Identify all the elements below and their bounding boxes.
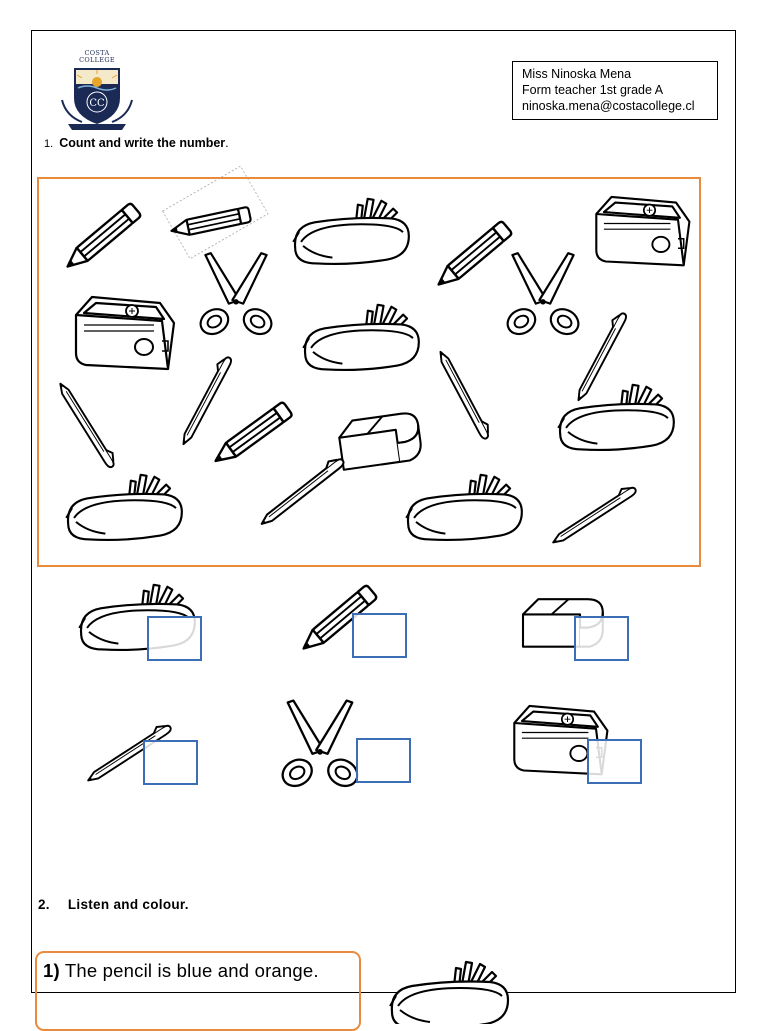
- teacher-email: ninoska.mena@costacollege.cl: [522, 99, 695, 113]
- colour-pencil-case: [390, 962, 508, 1024]
- pencil-case-4: [66, 475, 182, 540]
- pen-6: [549, 483, 637, 546]
- pencil-case-2: [303, 305, 419, 370]
- eraser-1: [337, 412, 423, 470]
- answer-box-pen[interactable]: [143, 740, 198, 785]
- answer-box-eraser[interactable]: [574, 616, 629, 661]
- logo-monogram: CC: [89, 98, 105, 109]
- exercise1-heading: 1. Count and write the number.: [44, 136, 229, 150]
- pen-4: [437, 348, 493, 440]
- answer-box-pencil[interactable]: [352, 613, 407, 658]
- answer-scissors-icon: [278, 701, 362, 791]
- pencil-3: [433, 221, 512, 292]
- sharpener-1: [596, 197, 689, 265]
- scissors-1: [196, 253, 276, 339]
- pen-3: [177, 354, 233, 446]
- pencil-4: [211, 402, 293, 468]
- pencil-case-5: [406, 475, 522, 540]
- pencil-1: [62, 203, 141, 274]
- answer-box-sharpener[interactable]: [587, 739, 642, 784]
- pen-5: [257, 454, 346, 527]
- logo-wordmark: COSTA COLLEGE: [79, 49, 115, 64]
- sharpener-2: [76, 297, 174, 369]
- teacher-role: Form teacher 1st grade A: [522, 83, 664, 97]
- teacher-name: Miss Ninoska Mena: [522, 67, 632, 81]
- pencil-case-1: [293, 199, 409, 264]
- pencil-2: [170, 207, 251, 239]
- pen-2: [57, 380, 119, 469]
- pencil-case-3: [558, 385, 674, 450]
- answer-box-pencil-case[interactable]: [147, 616, 202, 661]
- answer-box-scissors[interactable]: [356, 738, 411, 783]
- exercise2-heading: 2. Listen and colour.: [38, 897, 189, 912]
- colour-sentence: 1) The pencil is blue and orange.: [43, 960, 319, 981]
- pen-1: [572, 310, 628, 402]
- scissors-2: [503, 253, 583, 339]
